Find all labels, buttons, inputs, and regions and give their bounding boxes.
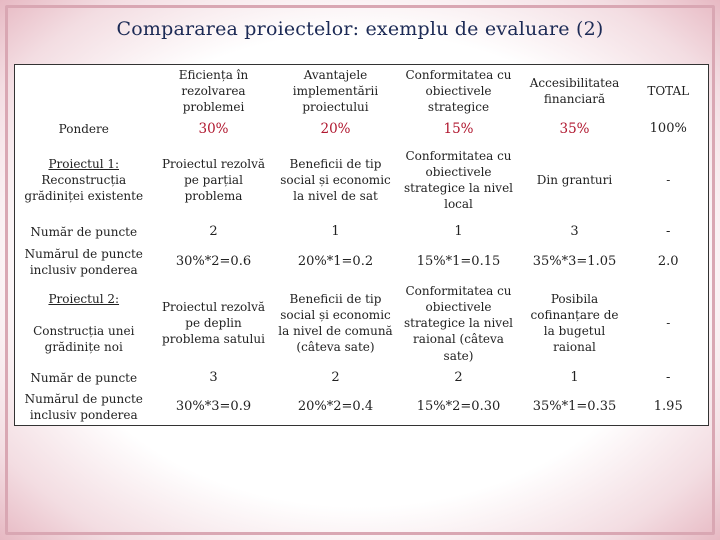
project2-weighted: 35%*1=0.35 [532,399,617,415]
project2-criterion: - [666,316,671,331]
project2-points-label: Număr de puncte [30,370,138,385]
weights-label: Pondere [58,121,109,136]
project1-points: - [666,224,671,240]
project1-criterion: - [666,172,671,187]
project1-weighted: 2.0 [657,254,679,270]
project2-criterion: Proiectul rezolvă pe deplin problema satului [161,299,266,347]
project2-points: 2 [331,369,340,385]
project1-points: 3 [570,224,579,240]
project1-subtitle: Reconstrucția grădiniței existente [24,172,144,204]
header-row [15,65,709,118]
project1-weighted: 15%*1=0.15 [416,254,501,270]
project2-weighted: 1.95 [653,399,683,415]
header-efficiency: Eficiența în rezolvarea problemei [178,68,249,115]
project2-points: 2 [454,369,463,385]
project1-weighted-row [15,244,709,280]
project1-points: 1 [331,224,340,240]
project2-points: 1 [570,369,579,385]
project2-subtitle: Construcția unei grădinițe noi [33,324,135,355]
project1-weighted: 20%*1=0.2 [297,254,374,270]
header-total: TOTAL [647,84,690,99]
project2-criterion: Posibila cofinanțare de la bugetul raional [530,291,619,355]
project2-weighted: 30%*3=0.9 [175,399,252,415]
project1-criterion: Conformitatea cu obiectivele strategice la nivel local [403,148,514,212]
project1-criterion: Proiectul rezolvă pe parțial problema [161,156,266,204]
project1-points: 2 [209,224,218,240]
project2-weighted-row [15,389,709,425]
project1-criterion: Beneficii de tip social și economic la nivel de sat [280,156,391,204]
header-advantages: Avantajele implementării proiectului [292,68,379,115]
weight-value: 15% [443,120,474,137]
project1-weighted: 35%*3=1.05 [532,254,617,270]
header-empty-cell [15,65,153,118]
project1-criterion: Din granturi [536,172,613,187]
project1-points-row [15,219,709,244]
project2-weighted: 15%*2=0.30 [416,399,501,415]
project2-criterion: Conformitatea cu obiectivele strategice la nivel raional (câteva sate) [403,283,514,363]
project2-points: 3 [209,369,218,385]
header-conformity: Conformitatea cu obiectivele strategice [405,68,512,115]
project1-points: 1 [454,224,463,240]
project2-label [15,280,153,366]
weight-value: 20% [320,120,351,137]
project2-criterion: Beneficii de tip social și economic la nivel de comună (câteva sate) [278,291,393,355]
project2-name: Proiectul 2: [48,291,120,306]
project1-points-label: Număr de puncte [30,224,138,239]
project2-criteria-row [15,280,709,366]
header-affordability: Accesibilitatea financiară [529,76,620,107]
project1-label [15,140,153,219]
slide-title: Compararea proiectelor: exemplu de evaluare (2) [116,18,604,40]
project2-weighted-label: Numărul de puncte inclusiv ponderea [24,391,143,423]
project1-criteria-row [15,140,709,219]
weights-row [15,118,709,141]
project2-points: - [666,369,671,385]
project2-points-row [15,366,709,389]
weight-value: 30% [198,120,229,137]
project1-weighted-label: Numărul de puncte inclusiv ponderea [24,247,143,278]
weight-value: 35% [559,120,590,137]
project1-weighted: 30%*2=0.6 [175,254,252,270]
project2-weighted: 20%*2=0.4 [297,399,374,415]
project1-name: Proiectul 1: [48,156,120,171]
evaluation-table [14,64,709,426]
weight-total: 100% [649,121,687,137]
